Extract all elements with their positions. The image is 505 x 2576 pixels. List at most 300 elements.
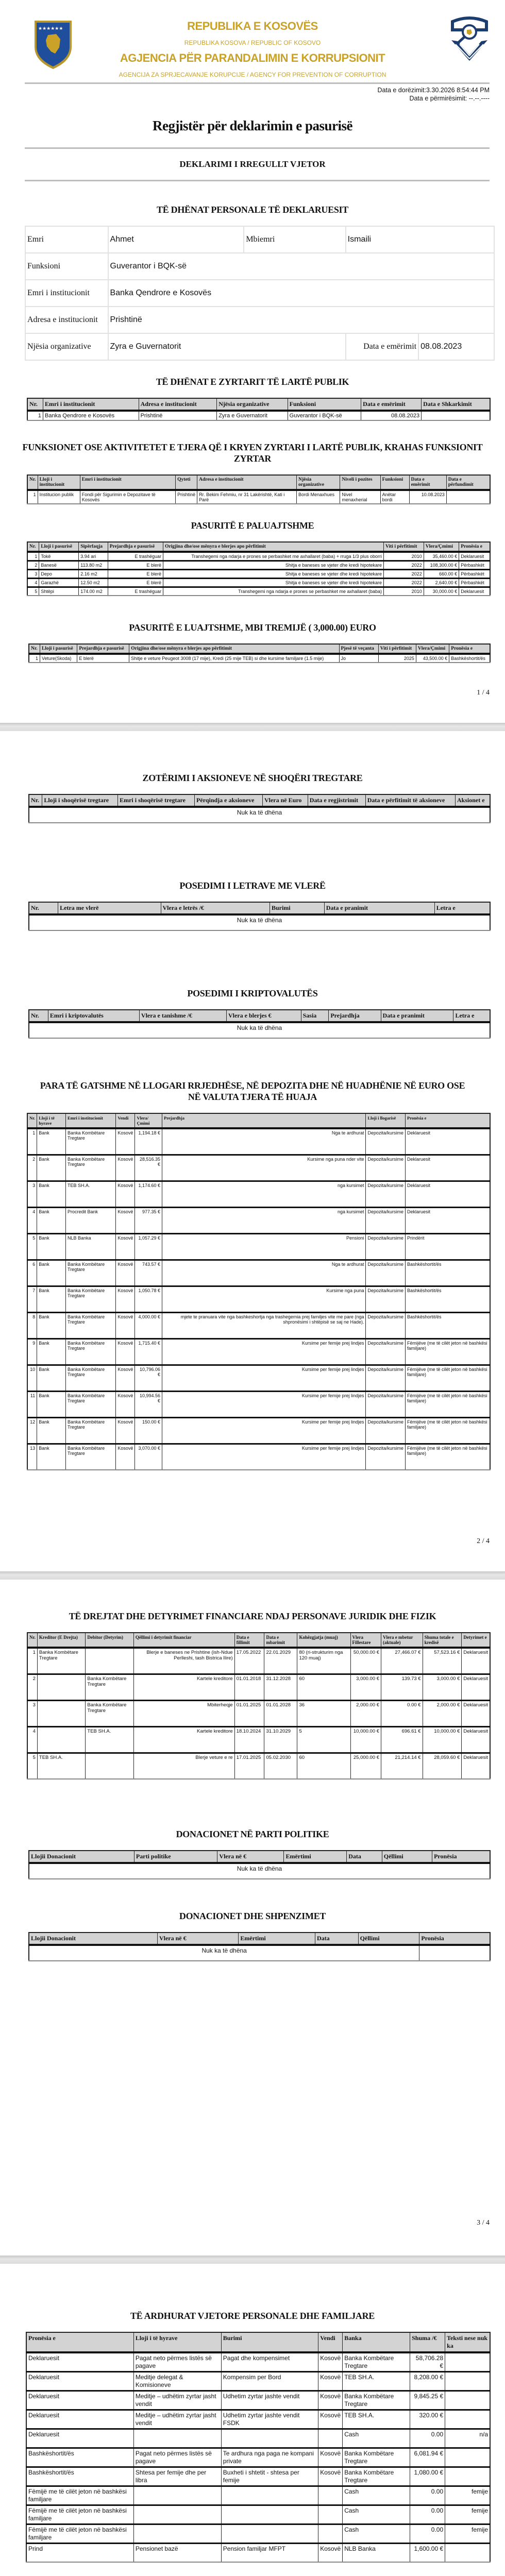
column-header: Data e mbarimit — [264, 1633, 297, 1648]
column-header: Data e pranimit — [324, 902, 434, 914]
table-cell — [221, 2505, 318, 2524]
table-cell: 2.16 m2 — [79, 570, 108, 579]
table-cell: Deklaruesit — [462, 1648, 490, 1674]
table-cell: Banka Kombëtare Tregtare — [66, 1392, 116, 1418]
table-cell: 13 — [27, 1444, 37, 1470]
annual-income-table — [26, 2332, 491, 2563]
table-cell: 3,000.00 € — [350, 1674, 381, 1701]
table-cell: Depozita/kursime — [366, 1260, 406, 1286]
section-title-debts: TË DREJTAT DHE DETYRIMET FINANCIARE NDAJ PERSONAVE JURIDIK DHE FIZIK — [69, 1611, 436, 1621]
table-cell: Banka Kombëtare Tregtare — [66, 1286, 116, 1313]
table-row — [26, 2372, 490, 2391]
table-cell: 2,000.00 € — [423, 1701, 462, 1727]
column-header: Qëllimi i detyrimit financiar — [133, 1633, 234, 1648]
table-cell: E blerë — [108, 579, 163, 587]
table-cell: Bashkëshortit/ës — [406, 1313, 491, 1339]
table-row — [27, 1727, 490, 1753]
table-cell: Tokë — [39, 552, 79, 561]
column-header: Viti i përfitimit — [384, 542, 424, 552]
table-row — [27, 1181, 490, 1208]
column-header: Data e emërimit — [409, 475, 446, 490]
column-header: Emri i kriptovalutës — [48, 1010, 139, 1022]
table-row — [27, 1339, 490, 1365]
table-cell: Kosovë — [116, 1155, 135, 1181]
table-cell: Kursime nga puna nder vite — [162, 1155, 366, 1181]
table-cell: 10.08.2023 — [409, 490, 446, 504]
page-separator — [0, 1571, 505, 1580]
submission-date: Data e dorëzimit:3.30.2026 8:54:44 PM — [377, 87, 490, 94]
appointment-value: 08.08.2023 — [418, 333, 494, 360]
table-cell: Deklaruesit — [26, 2372, 133, 2391]
table-cell: Mbiterheqje — [133, 1701, 234, 1727]
table-cell: 3,070.00 € — [135, 1444, 162, 1470]
header-republic-translations: REPUBLIKA KOSOVA / REPUBLIC OF KOSOVO — [184, 39, 321, 46]
section-title-shares: ZOTËRIMI I AKSIONEVE NË SHOQËRI TREGTARE — [142, 773, 363, 783]
table-cell: Banka Kombëtare Tregtare — [86, 1701, 134, 1727]
column-header: Vlera në € — [157, 1933, 238, 1945]
table-cell: Blerje e baneses ne Prishtine (ish-Ndue Perlleshi, tash Bistrica Ilire) — [133, 1648, 234, 1674]
column-header: Nr. — [29, 794, 42, 807]
column-header: Qëllimi — [358, 1933, 419, 1945]
document-header — [0, 0, 505, 82]
table-cell: Depozita/kursime — [366, 1286, 406, 1313]
financial-obligations-table — [27, 1632, 491, 1780]
column-header: Lloji i institucionit — [38, 475, 80, 490]
column-header: Lloji i llogarisë — [366, 1113, 406, 1128]
table-cell: 977.35 € — [135, 1208, 162, 1234]
table-row — [27, 552, 490, 561]
table-cell: TEB SH.A. — [66, 1181, 116, 1208]
table-cell: 6 — [27, 1260, 37, 1286]
empty-row — [29, 1863, 490, 1879]
table-cell — [133, 2505, 221, 2524]
table-cell: 743.57 € — [135, 1260, 162, 1286]
table-cell: 2 — [27, 1155, 37, 1181]
table-cell: Kosovë — [116, 1234, 135, 1260]
table-row — [27, 1753, 490, 1780]
column-header: Viti i përfitimit — [378, 644, 416, 654]
column-header: Lloji i të hyrave — [133, 2332, 221, 2352]
table-cell: Banka Kombëtare Tregtare — [343, 2448, 410, 2467]
name-value: Ahmet — [108, 226, 244, 253]
table-row — [27, 1128, 490, 1155]
anti-corruption-agency-logo-icon — [447, 14, 492, 66]
table-cell — [37, 1701, 86, 1727]
no-data-message: Nuk ka të dhëna — [29, 1863, 490, 1879]
table-cell: 4 — [27, 1727, 37, 1753]
table-cell: Bashkëshortit/ës — [449, 654, 490, 663]
table-row — [27, 1208, 490, 1234]
table-cell: E blerë — [108, 561, 163, 570]
table-cell: Bank — [37, 1444, 66, 1470]
table-cell: Bank — [37, 1365, 66, 1392]
divider — [25, 82, 490, 84]
table-cell: 4 — [27, 579, 39, 587]
table-cell: Kosovë — [318, 2372, 343, 2391]
table-cell: Banesë — [39, 561, 79, 570]
table-cell: 113.80 m2 — [79, 561, 108, 570]
column-header: Origjina dhe/ose mënyra e blerjes apo përfitimit — [129, 644, 339, 654]
table-row — [26, 2467, 490, 2486]
table-cell: nga kursimet — [162, 1181, 366, 1208]
column-header: Debitor (Detyrim) — [86, 1633, 134, 1648]
table-cell: Deklaruesit — [462, 1674, 490, 1701]
column-header: Data e emërimit — [361, 398, 422, 411]
column-header: Nr. — [29, 902, 58, 914]
table-cell: 60 — [297, 1753, 350, 1780]
table-cell: TEB SH.A. — [343, 2410, 410, 2429]
column-header: Nr. — [27, 542, 39, 552]
column-header: Vendi — [318, 2332, 343, 2352]
table-cell — [422, 411, 490, 420]
table-cell: Kosovë — [318, 2352, 343, 2372]
column-header: Kohëzgjatja (muaj) — [297, 1633, 350, 1648]
table-cell: Depozita/kursime — [366, 1234, 406, 1260]
table-cell: Depozita/kursime — [366, 1444, 406, 1470]
table-cell: 80 (ri-strukturim nga 120 muaj) — [297, 1648, 350, 1674]
table-cell: 1,080.00 € — [410, 2467, 445, 2486]
column-header: Funksioni — [380, 475, 409, 490]
table-cell: Buxheti i shtetit - shtesa per femije — [221, 2467, 318, 2486]
table-cell: 2022 — [384, 579, 424, 587]
column-header: Nr. — [29, 1010, 48, 1022]
table-cell: Kosovë — [116, 1208, 135, 1234]
table-cell: Depo — [39, 570, 79, 579]
table-cell: Kosovë — [116, 1418, 135, 1444]
no-data-message: Nuk ka të dhëna — [29, 914, 490, 930]
table-row — [27, 1444, 490, 1470]
table-cell: 10,994.56 € — [135, 1392, 162, 1418]
table-cell: 1,174.60 € — [135, 1181, 162, 1208]
page-number: 1 / 4 — [477, 689, 490, 697]
column-header: Njësia organizative — [296, 475, 340, 490]
column-header: Data e regjistrimit — [308, 794, 365, 807]
table-cell: Bank — [37, 1339, 66, 1365]
table-cell: Shitje e veture Peugeot 3008 (17 mije), Kredi (25 mije TEB) si dhe kursime familjare (1.5 mije) — [129, 654, 339, 663]
table-cell — [133, 2524, 221, 2544]
table-cell: 1,600.00 € — [410, 2544, 445, 2563]
table-cell: Jo — [339, 654, 378, 663]
empty-cell — [419, 1945, 490, 1961]
table-row — [26, 2429, 490, 2448]
table-header-row — [27, 475, 490, 490]
improvement-date: Data e përmirësimit: --.--.---- — [409, 95, 490, 102]
immovable-assets-table — [27, 541, 491, 596]
table-cell: Fëmijë me të cilët jeton në bashkësi familjare — [26, 2486, 133, 2505]
table-cell: Shitja e baneses se vjeter dhe kredi hipotekare — [163, 570, 384, 579]
table-cell: 1 — [27, 552, 39, 561]
table-cell: 0.00 — [410, 2505, 445, 2524]
column-header: Letra e — [434, 902, 490, 914]
table-cell: 2022 — [384, 570, 424, 579]
column-header: Emri i institucionit — [66, 1113, 116, 1128]
table-cell: 28,059.60 € — [423, 1753, 462, 1780]
table-cell: Deklaruesit — [26, 2429, 133, 2448]
personal-data-table — [25, 226, 495, 361]
table-header-row — [29, 1851, 490, 1863]
declaration-type: DEKLARIMI I RREGULLT VJETOR — [179, 159, 326, 169]
table-cell — [37, 1674, 86, 1701]
table-cell: Banka Kombëtare Tregtare — [66, 1155, 116, 1181]
table-cell: 0.00 € — [381, 1701, 423, 1727]
table-cell: Bank — [37, 1392, 66, 1418]
column-header: Teksti nese nuk ka — [445, 2332, 490, 2352]
table-cell — [221, 2486, 318, 2505]
column-header: Prejardhja — [162, 1113, 366, 1128]
table-row — [26, 2505, 490, 2524]
table-cell: Depozita/kursime — [366, 1365, 406, 1392]
table-cell: Fëmijëve (me të cilët jeton në bashkësi familjare) — [406, 1418, 491, 1444]
table-cell: Bank — [37, 1234, 66, 1260]
table-cell: Deklaruesit — [26, 2352, 133, 2372]
table-cell: Fëmijëve (me të cilët jeton në bashkësi familjare) — [406, 1339, 491, 1365]
header-agency: AGJENCIA PËR PARANDALIMIN E KORRUPSIONIT — [120, 52, 385, 64]
table-row — [26, 2410, 490, 2429]
table-cell: Shtesa per femije dhe per libra — [133, 2467, 221, 2486]
table-cell: Banka Kombëtare Tregtare — [66, 1128, 116, 1155]
table-cell: Prishtinë — [176, 490, 197, 504]
table-header-row — [27, 1113, 490, 1128]
table-cell: Depozita/kursime — [366, 1418, 406, 1444]
table-cell: Transhegemi nga ndarja e prones se perbashket me axhallaret (baba) + rruga 1/3 plus oborri — [163, 552, 384, 561]
table-cell: Pensionet bazë — [133, 2544, 221, 2563]
table-cell: Bank — [37, 1128, 66, 1155]
table-cell: 5 — [27, 1234, 37, 1260]
table-cell: Kosovë — [318, 2467, 343, 2486]
column-header: Vlera e mbetur (aktuale) — [381, 1633, 423, 1648]
page-2 — [0, 731, 505, 1571]
column-header: Adresa e institucionit — [197, 475, 297, 490]
column-header: Vlera në Euro — [262, 794, 308, 807]
table-cell: 30,000.00 € — [424, 587, 459, 596]
table-cell: 0.00 — [410, 2429, 445, 2448]
table-cell: Veture(Skoda) — [40, 654, 77, 663]
table-cell — [133, 2429, 221, 2448]
table-row — [27, 411, 490, 420]
table-cell: Banka Kombëtare Tregtare — [66, 1260, 116, 1286]
table-cell: Deklaruesit — [462, 1727, 490, 1753]
column-header: Shuma /€ — [410, 2332, 445, 2352]
table-cell: 660.00 € — [424, 570, 459, 579]
table-cell: Garazhë — [39, 579, 79, 587]
section-title-cash: PARA TË GATSHME NË LLOGARI RRJEDHËSE, NË DEPOZITA DHE NË HUADHËNIE NË EURO OSE NË VALUTA TJERA TË HUAJA — [40, 1080, 465, 1102]
column-header: Vendi — [116, 1113, 135, 1128]
table-cell: Fëmijëve (me të cilët jeton në bashkësi familjare) — [406, 1365, 491, 1392]
page-separator — [0, 723, 505, 731]
table-row — [27, 1234, 490, 1260]
table-cell: 1 — [27, 1128, 37, 1155]
page-3 — [0, 1580, 505, 2256]
column-header: Data — [315, 1933, 358, 1945]
table-cell: Blerje veture e re — [133, 1753, 234, 1780]
table-cell: Pagat neto përmes listës së pagave — [133, 2352, 221, 2372]
column-header: Vlera e blerjes € — [227, 1010, 301, 1022]
table-cell — [445, 2352, 490, 2372]
table-cell: 2010 — [384, 587, 424, 596]
divider — [25, 180, 490, 181]
column-header: Shuma totale e kredisë — [423, 1633, 462, 1648]
table-cell: Deklaruesit — [406, 1208, 491, 1234]
table-cell: Deklaruesit — [406, 1181, 491, 1208]
empty-row — [29, 914, 490, 930]
column-header: Data e pranimit — [381, 1010, 453, 1022]
table-cell: n/a — [445, 2429, 490, 2448]
table-row — [27, 490, 490, 504]
table-cell: Prind — [26, 2544, 133, 2563]
column-header: Emërtimi — [239, 1933, 315, 1945]
column-header: Përqindja e aksioneve — [195, 794, 263, 807]
table-cell: Kosovë — [116, 1392, 135, 1418]
table-cell: TEB SH.A. — [37, 1753, 86, 1780]
table-cell: Kompensim per Bord — [221, 2372, 318, 2391]
function-value: Guverantor i BQK-së — [108, 253, 494, 280]
table-cell: 1,050.78 € — [135, 1286, 162, 1313]
table-cell: 2,640.00 € — [424, 579, 459, 587]
crypto-table — [28, 1009, 491, 1039]
table-cell: Zyra e Guvernatorit — [217, 411, 288, 420]
table-cell: Kosovë — [116, 1365, 135, 1392]
table-cell: 7 — [27, 1286, 37, 1313]
table-cell: 01.01.2028 — [264, 1701, 297, 1727]
institution-label: Emri i institucionit — [25, 280, 108, 307]
table-cell: TEB SH.A. — [86, 1727, 134, 1753]
column-header: Qyteti — [176, 475, 197, 490]
svg-text:★★★★★★: ★★★★★★ — [38, 26, 63, 31]
table-cell: Deklaruesit — [459, 552, 490, 561]
column-header: Adresa e institucionit — [139, 398, 217, 411]
table-cell: Banka Kombëtare Tregtare — [66, 1313, 116, 1339]
securities-table — [28, 902, 491, 931]
table-cell: 28,516.35 € — [135, 1155, 162, 1181]
table-cell: 31.12.2028 — [264, 1674, 297, 1701]
column-header: Prejardhja — [329, 1010, 381, 1022]
section-title-securities: POSEDIMI I LETRAVE ME VLERË — [179, 880, 326, 891]
table-cell: Shitja e baneses se vjeter dhe kredi hipotekare — [163, 561, 384, 570]
page-number: 2 / 4 — [477, 1537, 490, 1545]
table-cell: Prishtinë — [139, 411, 217, 420]
table-cell: Deklaruesit — [462, 1701, 490, 1727]
table-cell: E blerë — [108, 570, 163, 579]
table-cell: Shtëpi — [39, 587, 79, 596]
table-cell: Përbashkët — [459, 570, 490, 579]
section-title-movable: PASURITË E LUAJTSHME, MBI TREMIJË ( 3,000.00) EURO — [129, 622, 376, 633]
table-cell: 0.00 — [410, 2486, 445, 2505]
table-cell: Kosovë — [116, 1339, 135, 1365]
table-cell: Nga te ardhurat — [162, 1260, 366, 1286]
table-cell: 696.61 € — [381, 1727, 423, 1753]
institution-value: Banka Qendrore e Kosovës — [108, 280, 494, 307]
table-cell: Anëtar bordi — [380, 490, 409, 504]
column-header: Lloji i të hyrave — [37, 1113, 66, 1128]
table-cell: 01.01.2025 — [234, 1701, 264, 1727]
table-row — [26, 2448, 490, 2467]
table-cell: 108,300.00 € — [424, 561, 459, 570]
table-cell: 10,000.00 € — [350, 1727, 381, 1753]
table-cell: 1,715.40 € — [135, 1339, 162, 1365]
table-cell: 3 — [27, 1181, 37, 1208]
column-header: Vlera/Çmimi — [416, 644, 449, 654]
table-cell: Te ardhura nga paga ne kompani private — [221, 2448, 318, 2467]
table-cell: 3,000.00 € — [423, 1674, 462, 1701]
table-cell: Banka Qendrore e Kosovës — [43, 411, 139, 420]
table-cell — [445, 2448, 490, 2467]
table-cell: Guverantor i BQK-së — [288, 411, 361, 420]
table-cell: 2022 — [384, 561, 424, 570]
column-header: Pronësia e — [459, 542, 490, 552]
table-cell: 4,000.00 € — [135, 1313, 162, 1339]
table-cell: Bank — [37, 1286, 66, 1313]
table-cell: Fëmijë me të cilët jeton në bashkësi familjare — [26, 2505, 133, 2524]
table-cell — [318, 2429, 343, 2448]
table-header-row — [27, 398, 490, 411]
table-cell — [445, 2372, 490, 2391]
column-header: Emri i shoqërisë tregtare — [118, 794, 195, 807]
address-value: Prishtinë — [108, 307, 494, 333]
table-cell — [446, 490, 490, 504]
table-cell: 9 — [27, 1339, 37, 1365]
column-header: Nr. — [27, 1113, 37, 1128]
column-header: Llojii Donacionit — [29, 1933, 157, 1945]
section-title-income: TË ARDHURAT VJETORE PERSONALE DHE FAMILJARE — [130, 2311, 375, 2321]
column-header: Vlera e letrës /€ — [161, 902, 270, 914]
table-cell: 1,194.18 € — [135, 1128, 162, 1155]
table-cell: Banka Kombëtare Tregtare — [86, 1674, 134, 1701]
donations-table — [28, 1932, 491, 1961]
column-header: Lloji i pasurisë — [39, 542, 79, 552]
table-cell: Kursime per femije prej lindjes — [162, 1418, 366, 1444]
column-header: Aksionet e — [455, 794, 490, 807]
table-cell: Përbashkët — [459, 561, 490, 570]
page-number: 3 / 4 — [477, 2219, 490, 2227]
column-header: Emri i institucionit — [80, 475, 175, 490]
name-label: Emri — [25, 226, 108, 253]
section-title-party-donations: DONACIONET NË PARTI POLITIKE — [176, 1829, 329, 1839]
table-cell: 3.94 ari — [79, 552, 108, 561]
column-header: Vlera në € — [217, 1851, 284, 1863]
table-cell: Bank — [37, 1181, 66, 1208]
table-cell: femije — [445, 2486, 490, 2505]
table-header-row — [27, 542, 490, 552]
table-header-row — [29, 1010, 490, 1022]
party-donations-table — [28, 1850, 491, 1879]
table-cell: Fëmijëve (me të cilët jeton në bashkësi familjare) — [406, 1392, 491, 1418]
unit-value: Zyra e Guvernatorit — [108, 333, 346, 360]
table-cell: Përbashkët — [459, 579, 490, 587]
table-cell: Fondi për Sigurimin e Depozitave të Kosovës — [80, 490, 175, 504]
column-header: Pronësia e — [406, 1113, 491, 1128]
table-cell: Depozita/kursime — [366, 1313, 406, 1339]
table-cell: Bashkëshortit/ës — [406, 1286, 491, 1313]
table-cell: 139.73 € — [381, 1674, 423, 1701]
other-functions-table — [27, 474, 491, 504]
column-header: Prejardhja e pasurisë — [77, 644, 129, 654]
column-header: Pronësia e — [26, 2332, 133, 2352]
table-cell — [133, 2486, 221, 2505]
table-row — [27, 561, 490, 570]
shares-table — [28, 794, 491, 823]
column-header: Data e përfundimit — [446, 475, 490, 490]
table-cell: Deklaruesit — [26, 2391, 133, 2410]
table-cell: Deklaruesit — [406, 1155, 491, 1181]
table-row — [26, 2524, 490, 2544]
column-header: Niveli i pozites — [340, 475, 380, 490]
column-header: Vlera Fillestare — [350, 1633, 381, 1648]
table-cell: Depozita/kursime — [366, 1181, 406, 1208]
table-header-row — [29, 794, 490, 807]
table-cell: Cash — [343, 2486, 410, 2505]
table-cell: 5 — [297, 1727, 350, 1753]
table-cell: Kosovë — [116, 1128, 135, 1155]
